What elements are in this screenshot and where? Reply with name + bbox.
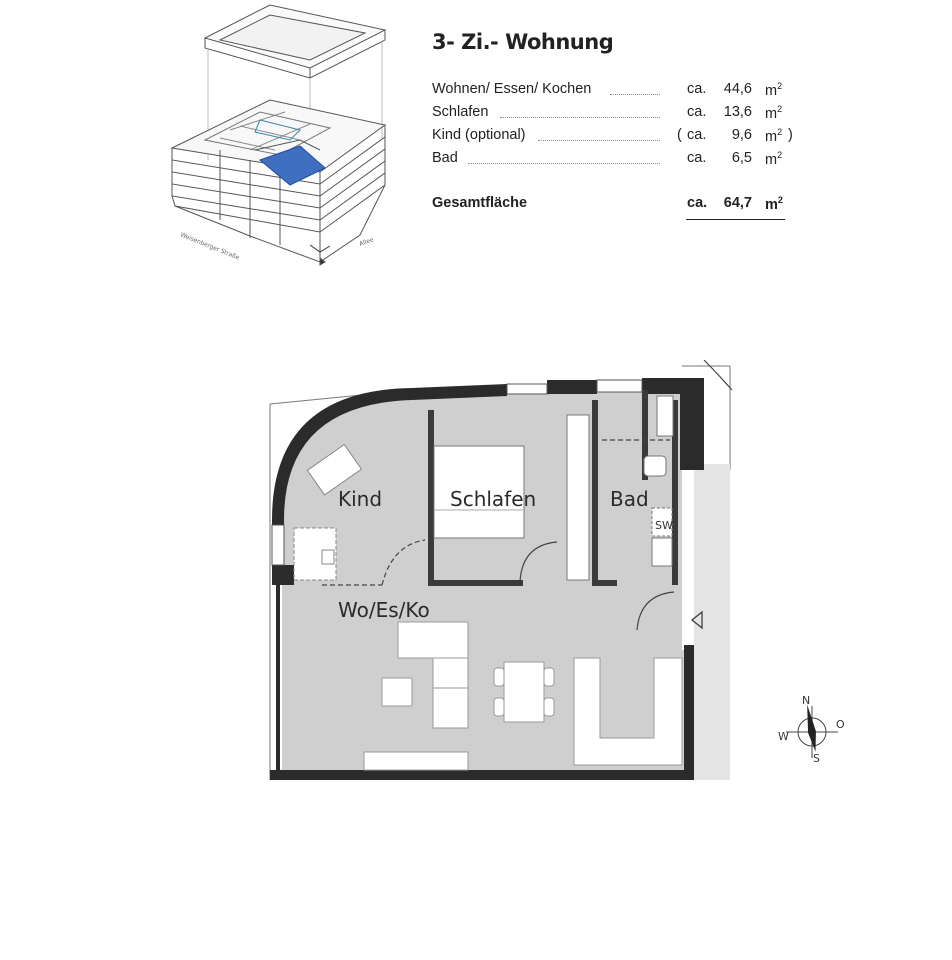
- toilet: [644, 456, 666, 476]
- total-value: 64,7: [723, 195, 752, 211]
- room-label-kind: Kind: [338, 487, 383, 511]
- balcony-strip: [694, 464, 730, 780]
- paren-open: (: [677, 127, 682, 143]
- total-label: Gesamtfläche: [432, 195, 531, 211]
- area-row-bad: [432, 150, 802, 170]
- area-unit: $m^2$: [765, 150, 783, 168]
- dining-table: [504, 662, 544, 722]
- compass-north: N: [802, 694, 811, 707]
- area-row-wohnen: [432, 81, 802, 101]
- area-row-kind: [432, 127, 802, 147]
- room-label-bad: Bad: [610, 487, 649, 511]
- svg-text:Allee: Allee: [358, 236, 375, 248]
- area-unit: $m^2$: [765, 81, 783, 99]
- compass-south: S: [813, 752, 820, 765]
- area-value: 44,6: [723, 81, 752, 97]
- wardrobe: [567, 415, 589, 580]
- total-underline: [686, 219, 785, 220]
- area-label: Schlafen: [432, 104, 492, 120]
- sw-label: SW: [655, 519, 673, 532]
- area-row-schlafen: [432, 104, 802, 124]
- compass-west: W: [778, 730, 789, 743]
- sofa: [398, 622, 468, 658]
- area-prefix: ca.: [687, 127, 707, 143]
- area-label: Wohnen/ Essen/ Kochen: [432, 81, 595, 97]
- area-value: 9,6: [731, 127, 752, 143]
- area-unit: $m^2$: [765, 127, 783, 145]
- area-row-total: [432, 195, 802, 215]
- room-label-wohnen: Wo/Es/Ko: [338, 598, 430, 622]
- area-label: Bad: [432, 150, 462, 166]
- armchair: [382, 678, 412, 706]
- area-prefix: ca.: [687, 150, 707, 166]
- building-isometric: [160, 0, 400, 270]
- area-prefix: ca.: [687, 81, 707, 97]
- area-prefix: ca.: [687, 104, 707, 120]
- area-label: Kind (optional): [432, 127, 530, 143]
- sink: [652, 538, 672, 566]
- svg-text:Weisenberger Straße: Weisenberger Straße: [179, 231, 241, 262]
- compass-east: O: [836, 718, 845, 731]
- area-unit: $m^2$: [765, 104, 783, 122]
- total-prefix: ca.: [687, 195, 708, 211]
- paren-close: ): [788, 127, 793, 143]
- apartment-title: 3- Zi.- Wohnung: [432, 30, 614, 54]
- room-label-schlafen: Schlafen: [450, 487, 537, 511]
- area-value: 6,5: [731, 150, 752, 166]
- total-unit: $m^2$: [765, 195, 783, 213]
- floor-plan: [262, 360, 742, 790]
- area-value: 13,6: [723, 104, 752, 120]
